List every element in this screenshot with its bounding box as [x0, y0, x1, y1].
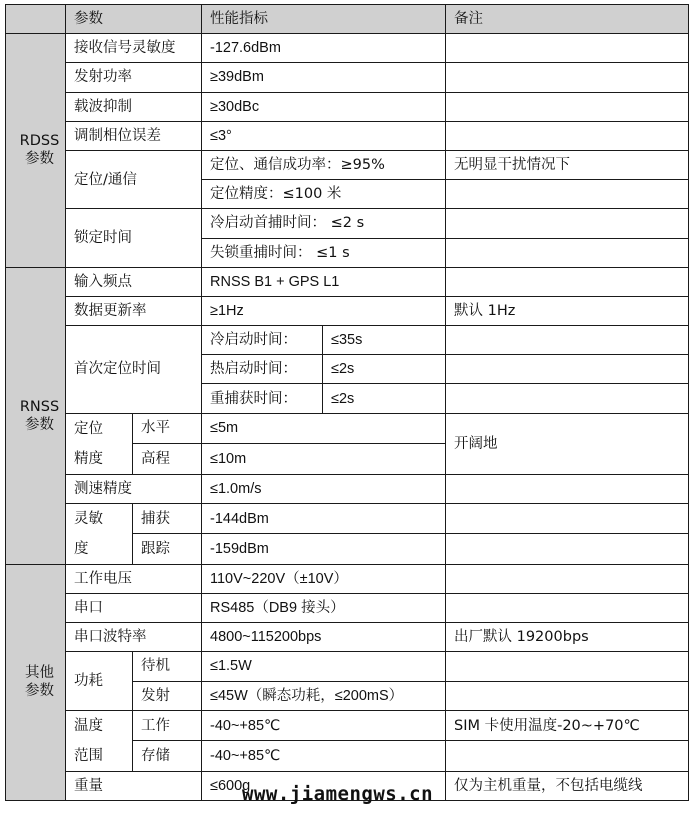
param-cell: 串口波特率 [66, 623, 202, 652]
table-row [6, 209, 689, 238]
note-cell [446, 681, 689, 710]
header-param: 参数 [66, 5, 202, 34]
param-cell: 锁定时间 [66, 209, 202, 267]
param-cell [66, 503, 133, 564]
spec-cell: ≤1.5W [202, 652, 446, 681]
spec-cell: ≥30dBc [202, 92, 446, 121]
param-cell: 接收信号灵敏度 [66, 34, 202, 63]
group-rdss [6, 34, 66, 268]
table-row [6, 296, 689, 325]
note-cell: 开阔地 [446, 413, 689, 474]
spec-cell: -40~+85℃ [202, 710, 446, 741]
table-row [6, 92, 689, 121]
sub-param-cell: 存储 [133, 741, 202, 772]
sub-param-cell: 跟踪 [133, 534, 202, 565]
spec-cell: 定位精度：≤100 米 [202, 180, 446, 209]
sub-label-cell: 重捕获时间： [202, 384, 323, 413]
sub-param-cell: 高程 [133, 444, 202, 475]
note-cell [446, 355, 689, 384]
param-cell: 定位/通信 [66, 150, 202, 208]
note-cell [446, 503, 689, 534]
table-row [6, 623, 689, 652]
param-cell [66, 710, 133, 771]
group-label-line2: 参数 [25, 416, 54, 433]
param-cell: 输入频点 [66, 267, 202, 296]
spec-cell: 定位、通信成功率：≥95% [202, 150, 446, 179]
spec-cell: ≤45W（瞬态功耗，≤200mS） [202, 681, 446, 710]
sub-param-cell: 发射 [133, 681, 202, 710]
header-note: 备注 [446, 5, 689, 34]
spec-cell: -127.6dBm [202, 34, 446, 63]
spec-cell: ≤2s [323, 355, 446, 384]
table-row [6, 564, 689, 593]
spec-cell: 4800~115200bps [202, 623, 446, 652]
group-label-line2: 参数 [25, 151, 54, 168]
sub-label-cell: 热启动时间： [202, 355, 323, 384]
sub-param-cell: 工作 [133, 710, 202, 741]
header-group-cell [6, 5, 66, 34]
spec-cell: 冷启动首捕时间： ≤2 s [202, 209, 446, 238]
table-row [6, 503, 689, 534]
watermark-text: www.jiamengws.cn [242, 783, 434, 805]
group-label-line1: RNSS [19, 398, 60, 415]
note-cell: 默认 1Hz [446, 296, 689, 325]
param-label-line1: 灵敏 [74, 510, 103, 527]
param-label-line2: 范围 [74, 747, 103, 764]
note-cell: SIM 卡使用温度-20~+70℃ [446, 710, 689, 741]
spec-cell: -144dBm [202, 503, 446, 534]
table-row [6, 121, 689, 150]
spec-cell: ≥39dBm [202, 63, 446, 92]
param-cell: 载波抑制 [66, 92, 202, 121]
note-cell: 出厂默认 19200bps [446, 623, 689, 652]
note-cell [446, 474, 689, 503]
note-cell [446, 594, 689, 623]
spec-cell: ≤600g [202, 771, 446, 800]
table-row [6, 267, 689, 296]
spec-cell: ≤5m [202, 413, 446, 444]
table-row [6, 413, 689, 444]
table-row [6, 594, 689, 623]
spec-table [5, 4, 689, 801]
spec-cell: RNSS B1 + GPS L1 [202, 267, 446, 296]
spec-cell: ≥1Hz [202, 296, 446, 325]
table-row [6, 474, 689, 503]
table-row [6, 34, 689, 63]
note-cell [446, 267, 689, 296]
param-cell: 工作电压 [66, 564, 202, 593]
param-cell: 串口 [66, 594, 202, 623]
note-cell [446, 652, 689, 681]
spec-cell: -159dBm [202, 534, 446, 565]
group-other [6, 564, 66, 800]
note-cell [446, 121, 689, 150]
param-cell: 功耗 [66, 652, 133, 710]
table-row [6, 326, 689, 355]
note-cell [446, 209, 689, 238]
spec-cell: -40~+85℃ [202, 741, 446, 772]
spec-cell: 110V~220V（±10V） [202, 564, 446, 593]
spec-cell: ≤2s [323, 384, 446, 413]
group-label-line1: 其他 [25, 665, 54, 682]
note-cell [446, 741, 689, 772]
note-cell: 仅为主机重量，不包括电缆线 [446, 771, 689, 800]
sub-param-cell: 待机 [133, 652, 202, 681]
spec-cell: ≤1.0m/s [202, 474, 446, 503]
param-label-line2: 度 [74, 540, 89, 557]
note-cell [446, 534, 689, 565]
spec-cell: RS485（DB9 接头） [202, 594, 446, 623]
spec-cell: ≤3° [202, 121, 446, 150]
group-label-line1: RDSS [19, 133, 60, 150]
param-cell: 首次定位时间 [66, 326, 202, 414]
table-row [6, 652, 689, 681]
sub-param-cell: 水平 [133, 413, 202, 444]
param-cell: 数据更新率 [66, 296, 202, 325]
param-cell: 重量 [66, 771, 202, 800]
param-cell [66, 413, 133, 474]
note-cell [446, 180, 689, 209]
table-row [6, 710, 689, 741]
note-cell [446, 564, 689, 593]
param-label-line1: 定位 [74, 420, 103, 437]
header-row [6, 5, 689, 34]
param-cell: 发射功率 [66, 63, 202, 92]
note-cell [446, 384, 689, 413]
sub-param-cell: 捕获 [133, 503, 202, 534]
note-cell [446, 92, 689, 121]
sub-label-cell: 冷启动时间： [202, 326, 323, 355]
param-cell: 测速精度 [66, 474, 202, 503]
table-row [6, 63, 689, 92]
param-cell: 调制相位误差 [66, 121, 202, 150]
param-label-line2: 精度 [74, 450, 103, 467]
table-row [6, 150, 689, 179]
param-label-line1: 温度 [74, 717, 103, 734]
note-cell [446, 63, 689, 92]
spec-cell: ≤35s [323, 326, 446, 355]
note-cell: 无明显干扰情况下 [446, 150, 689, 179]
header-spec: 性能指标 [202, 5, 446, 34]
note-cell [446, 326, 689, 355]
note-cell [446, 34, 689, 63]
spec-cell: ≤10m [202, 444, 446, 475]
note-cell [446, 238, 689, 267]
spec-cell: 失锁重捕时间： ≤1 s [202, 238, 446, 267]
group-rnss [6, 267, 66, 564]
group-label-line2: 参数 [25, 683, 54, 700]
